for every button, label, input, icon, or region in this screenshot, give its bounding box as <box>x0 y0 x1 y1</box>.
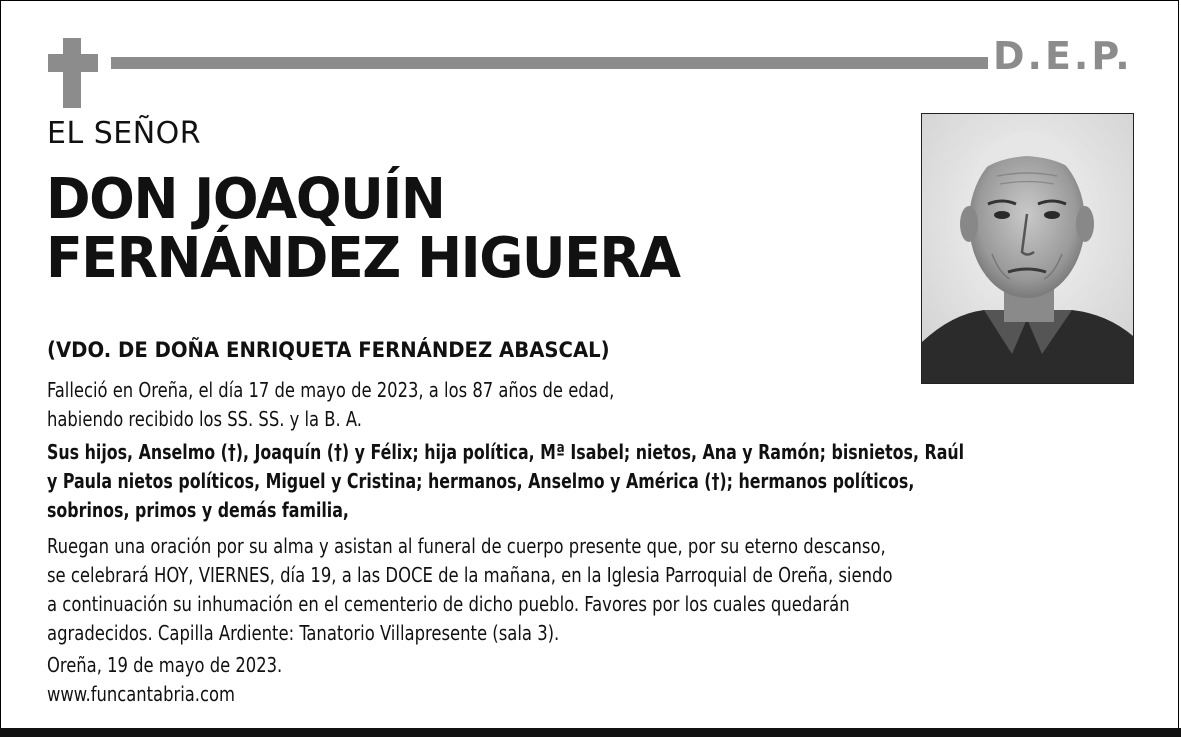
website-link[interactable]: www.funcantabria.com <box>47 682 235 706</box>
funeral-line: se celebrará HOY, VIERNES, día 19, a las DOCE de la mañana, en la Iglesia Parroquial de Oreña, siendo <box>47 563 893 587</box>
family-line: y Paula nietos políticos, Miguel y Cristina; hermanos, Anselmo y América (†); hermanos políticos, <box>47 469 915 493</box>
death-line: habiendo recibido los SS. SS. y la B. A. <box>47 407 363 431</box>
place-date: Oreña, 19 de mayo de 2023. <box>47 653 283 677</box>
widow-line: (VDO. DE DOÑA ENRIQUETA FERNÁNDEZ ABASCAL) <box>47 338 610 362</box>
family-line: Sus hijos, Anselmo (†), Joaquín (†) y Félix; hija política, Mª Isabel; nietos, Ana y Ramón; bisnietos, Raúl <box>47 440 965 464</box>
portrait-photo <box>921 113 1134 384</box>
family-line: sobrinos, primos y demás familia, <box>47 498 349 522</box>
cross-icon <box>63 38 81 108</box>
cross-icon-arm <box>48 54 98 72</box>
family-paragraph <box>47 438 964 525</box>
portrait-photo-image <box>922 114 1133 383</box>
bottom-border <box>0 728 1181 737</box>
header-rule <box>111 57 988 69</box>
funeral-line: Ruegan una oración por su alma y asistan al funeral de cuerpo presente que, por su eterno descanso, <box>47 534 886 558</box>
dep-label: D.E.P. <box>993 34 1133 78</box>
title-prefix: EL SEÑOR <box>47 116 202 151</box>
name-line-1: DON JOAQUÍN <box>46 167 445 232</box>
funeral-line: a continuación su inhumación en el cementerio de dicho pueblo. Favores por los cuales quedarán <box>47 592 850 616</box>
deceased-name <box>46 167 680 291</box>
funeral-paragraph <box>47 532 893 648</box>
death-paragraph <box>47 376 614 434</box>
funeral-line: agradecidos. Capilla Ardiente: Tanatorio Villapresente (sala 3). <box>47 621 560 645</box>
death-line: Falleció en Oreña, el día 17 de mayo de 2023, a los 87 años de edad, <box>47 378 615 402</box>
name-line-2: FERNÁNDEZ HIGUERA <box>46 226 680 291</box>
